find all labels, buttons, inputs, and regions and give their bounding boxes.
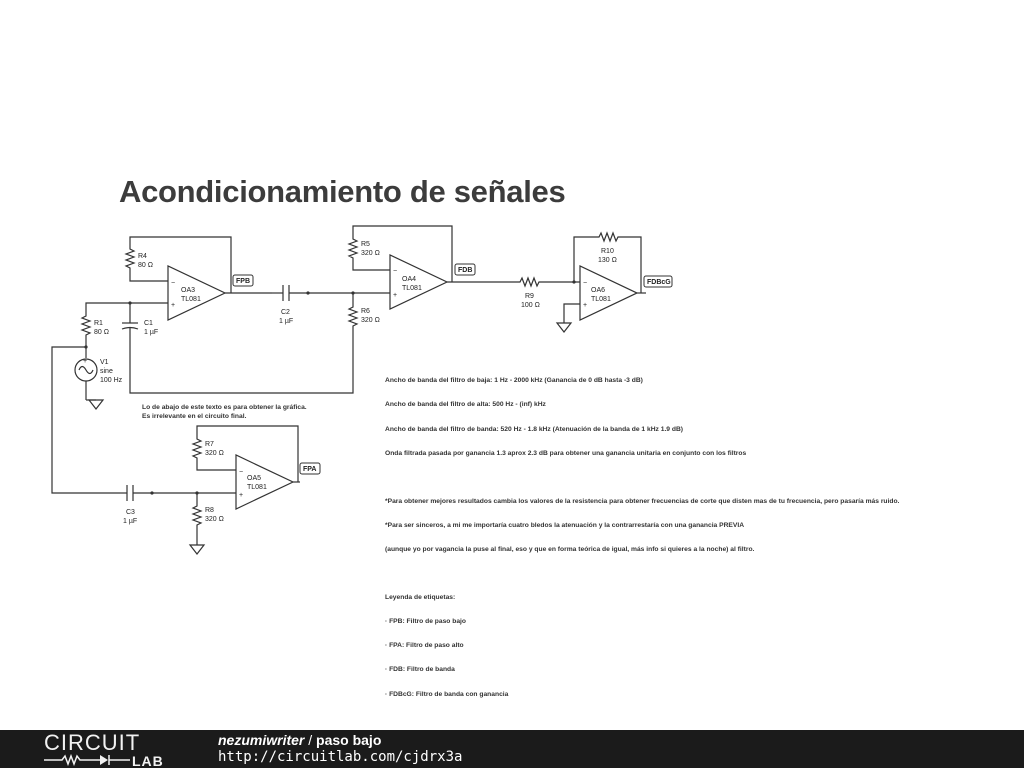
logo-waveform-icon — [44, 754, 132, 766]
svg-text:FDB: FDB — [458, 267, 473, 274]
capacitor-c1[interactable] — [122, 320, 158, 336]
svg-text:130 Ω: 130 Ω — [598, 257, 617, 264]
legend-title: Leyenda de etiquetas: — [385, 593, 456, 601]
svg-text:R1: R1 — [94, 320, 103, 327]
net-label-fdb — [455, 264, 475, 275]
capacitor-c2[interactable] — [279, 285, 293, 325]
svg-text:−: − — [171, 280, 176, 287]
note-line: Ancho de banda del filtro de alta: 500 Hz - (inf) kHz — [385, 401, 546, 409]
resistor-r5[interactable] — [349, 236, 380, 262]
legend-item: · FPA: Filtro de paso alto — [385, 642, 464, 650]
svg-text:TL081: TL081 — [181, 296, 201, 303]
svg-text:80 Ω: 80 Ω — [138, 262, 153, 269]
svg-text:−: − — [393, 268, 398, 275]
svg-text:TL081: TL081 — [591, 296, 611, 303]
footer-bar — [0, 730, 1024, 768]
opamp-oa5[interactable] — [236, 455, 293, 509]
svg-text:+: + — [583, 302, 588, 309]
author-link[interactable]: nezumiwriter — [218, 732, 305, 748]
svg-text:V1: V1 — [100, 359, 109, 366]
svg-text:R7: R7 — [205, 441, 214, 448]
page-title: Acondicionamiento de señales — [119, 174, 566, 209]
svg-text:−: − — [583, 280, 588, 287]
circuitlab-logo[interactable] — [44, 730, 164, 769]
note-line: Ancho de banda del filtro de banda: 520 Hz - 1.8 kHz (Atenuación de la banda de 1 kHz 1.9 dB) — [385, 425, 684, 433]
project-url-link[interactable]: http://circuitlab.com/cjdrx3a — [218, 749, 463, 765]
svg-text:TL081: TL081 — [402, 285, 422, 292]
opamp-oa3[interactable] — [168, 266, 225, 320]
resistor-r9[interactable] — [517, 278, 543, 309]
svg-text:320 Ω: 320 Ω — [205, 516, 224, 523]
net-label-fdbcg — [644, 276, 672, 287]
svg-text:OA5: OA5 — [247, 475, 262, 482]
svg-text:OA6: OA6 — [591, 287, 606, 294]
svg-text:FPA: FPA — [303, 466, 317, 473]
svg-text:+: + — [393, 292, 398, 299]
resistor-r1[interactable] — [82, 312, 109, 338]
side-note-line: Lo de abajo de este texto es para obtener la gráfica. — [142, 404, 307, 411]
separator: / — [304, 732, 317, 748]
capacitor-c3[interactable] — [123, 485, 137, 525]
svg-text:OA4: OA4 — [402, 276, 417, 283]
svg-text:+: + — [239, 492, 244, 499]
side-note — [142, 404, 307, 421]
logo-text-bottom: LAB — [132, 753, 164, 769]
legend-item: · FPB: Filtro de paso bajo — [385, 617, 466, 625]
footer-title-line — [218, 732, 462, 749]
svg-text:320 Ω: 320 Ω — [205, 450, 224, 457]
note-line: *Para ser sinceros, a mi me importaría cuatro bledos la atenuación y la contrarrestaría con una ganancia PREVIA — [385, 521, 745, 529]
svg-text:OA3: OA3 — [181, 287, 196, 294]
resistor-r7[interactable] — [193, 436, 224, 462]
legend-item: · FDB: Filtro de banda — [385, 666, 455, 674]
svg-text:R9: R9 — [525, 293, 534, 300]
opamp-oa4[interactable] — [390, 255, 447, 309]
svg-text:100 Hz: 100 Hz — [100, 377, 123, 384]
svg-text:1 µF: 1 µF — [144, 329, 159, 336]
svg-text:320 Ω: 320 Ω — [361, 317, 380, 324]
svg-text:C1: C1 — [144, 320, 153, 327]
svg-text:80 Ω: 80 Ω — [94, 329, 109, 336]
svg-text:−: − — [239, 469, 244, 476]
svg-text:1 µF: 1 µF — [279, 318, 294, 325]
svg-text:320 Ω: 320 Ω — [361, 250, 380, 257]
circuit-notes — [385, 361, 899, 754]
legend-item: · FDBcG: Filtro de banda con ganancia — [385, 690, 509, 698]
note-line: (aunque yo por vagancia la puse al final, eso y que en forma teórica de igual, más info si quieres a la noche) al filtro. — [385, 546, 755, 554]
svg-text:sine: sine — [100, 368, 113, 375]
ground-symbol — [190, 545, 204, 554]
svg-text:FDBcG: FDBcG — [647, 279, 671, 286]
resistor-r6[interactable] — [349, 303, 380, 330]
svg-text:R8: R8 — [205, 507, 214, 514]
note-line: Onda filtrada pasada por ganancia 1.3 aprox 2.3 dB para obtener una ganancia unitaria en conjunto con los filtros — [385, 450, 747, 458]
note-line: *Para obtener mejores resultados cambia los valores de la resistencia para obtener frecuencias de corte que disten mas de tu frecuencia, pero pasaría más ruido. — [385, 497, 900, 505]
svg-text:R10: R10 — [601, 248, 614, 255]
logo-text-top: CIRCUIT — [44, 730, 141, 755]
resistor-r8[interactable] — [193, 502, 224, 528]
side-note-line: Es irrelevante en el circuito final. — [142, 412, 247, 420]
resistor-r10[interactable] — [596, 233, 621, 264]
sine-source-v1[interactable] — [75, 358, 123, 384]
ground-symbol — [557, 323, 571, 332]
ground-symbol — [89, 400, 103, 409]
svg-text:C3: C3 — [126, 509, 135, 516]
opamp-oa6[interactable] — [580, 266, 637, 320]
svg-text:1 µF: 1 µF — [123, 518, 138, 525]
svg-text:C2: C2 — [281, 309, 290, 316]
svg-text:R6: R6 — [361, 308, 370, 315]
svg-text:R4: R4 — [138, 253, 147, 260]
net-label-fpb — [233, 275, 253, 286]
svg-text:R5: R5 — [361, 241, 370, 248]
svg-text:+: + — [171, 302, 176, 309]
svg-text:100 Ω: 100 Ω — [521, 302, 540, 309]
resistor-r4[interactable] — [126, 246, 153, 272]
svg-text:+: + — [83, 358, 88, 365]
footer-info — [218, 732, 462, 766]
project-name[interactable]: paso bajo — [316, 732, 382, 748]
net-label-fpa — [300, 463, 320, 474]
note-line: Ancho de banda del filtro de baja: 1 Hz - 2000 kHz (Ganancia de 0 dB hasta -3 dB) — [385, 377, 643, 385]
svg-text:FPB: FPB — [236, 278, 250, 285]
svg-text:TL081: TL081 — [247, 484, 267, 491]
